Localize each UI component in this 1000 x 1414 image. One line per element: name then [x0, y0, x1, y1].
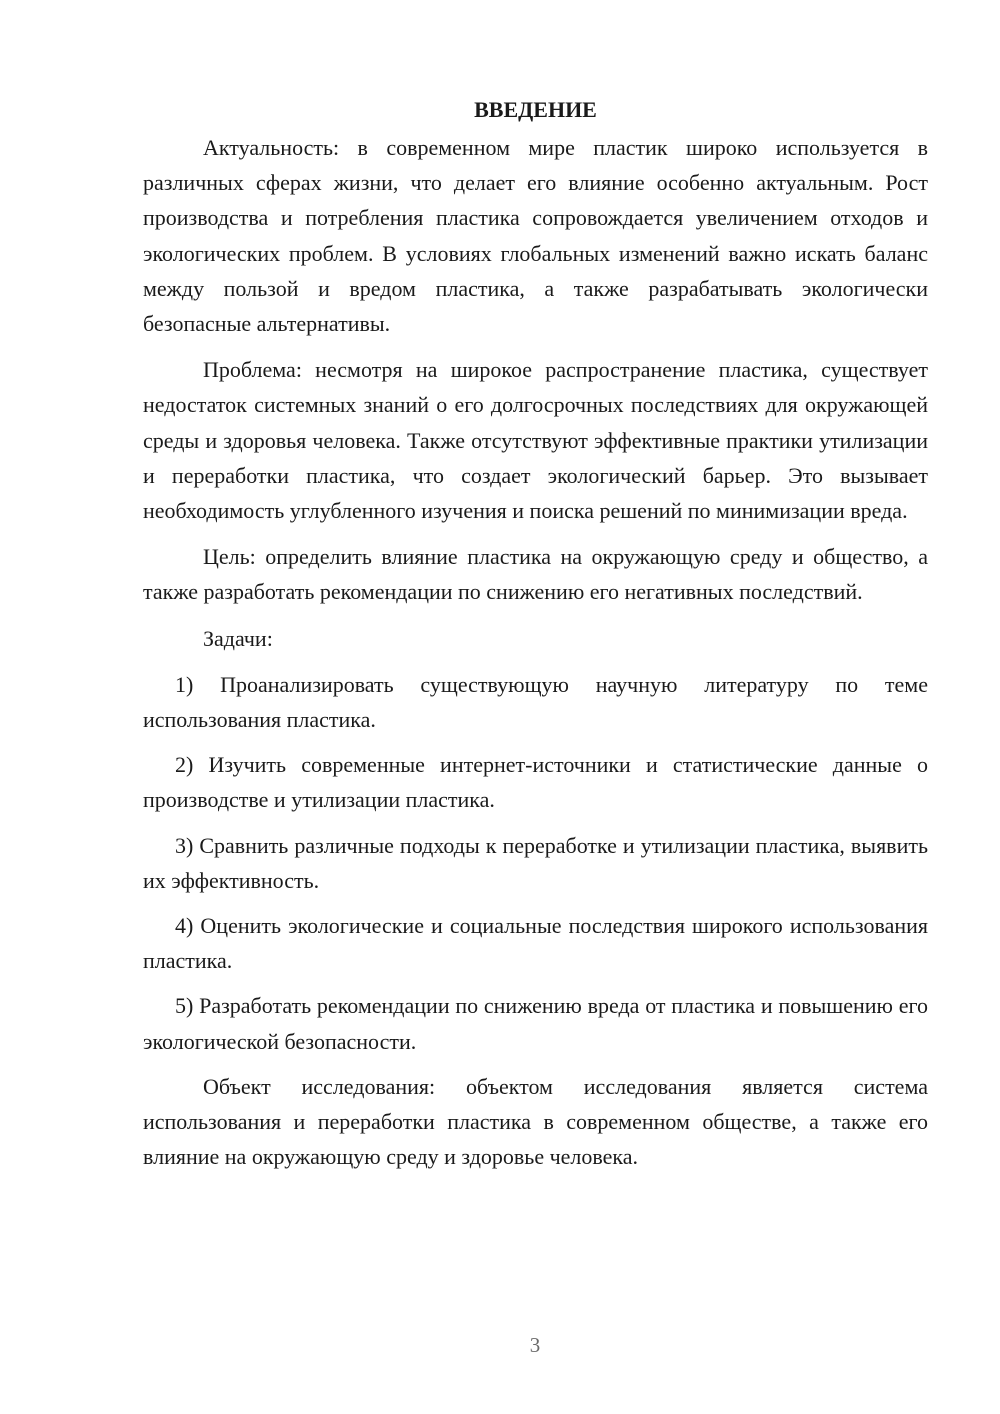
tasks-label: Задачи: [203, 625, 273, 651]
object-paragraph: Объект исследования: объектом исследования является система использования и переработки пластика в современном обществе, а также его влияние на окружающую среду и здоровье человека. [143, 1073, 928, 1170]
task-item: 1) Проанализировать существующую научную литературу по теме использования пластика. [143, 671, 928, 733]
problem-paragraph: Проблема: несмотря на широкое распространение пластика, существует недостаток системных знаний о его долгосрочных последствиях для окружающей среды и здоровья человека. Также отсутствуют эффективные практики утилизации и переработки пластика, что создает экологический барьер. Это вызывает необходимость углубленного изучения и поиска решений по минимизации вреда. [143, 357, 928, 524]
task-item: 5) Разработать рекомендации по снижению вреда от пластика и повышению его экологической безопасности. [143, 993, 928, 1054]
task-item: 4) Оценить экологические и социальные последствия широкого использования пластика. [143, 913, 928, 974]
section-heading: ВВЕДЕНИЕ [474, 97, 597, 122]
document-page [143, 90, 928, 1185]
goal-paragraph: Цель: определить влияние пластика на окружающую среду и общество, а также разработать рекомендации по снижению его негативных последствий. [143, 544, 928, 605]
page-number: 3 [529, 1333, 541, 1357]
relevance-paragraph: Актуальность: в современном мире пластик широко используется в различных сферах жизни, что делает его влияние особенно актуальным. Рост производства и потребления пластика сопровождается увеличением отходов и экологических проблем. В условиях глобальных изменений важно искать баланс между пользой и вредом пластика, а также разрабатывать экологически безопасные альтернативы. [143, 135, 928, 337]
task-item: 3) Сравнить различные подходы к переработке и утилизации пластика, выявить их эффективность. [143, 832, 928, 893]
task-item: 2) Изучить современные интернет-источники и статистические данные о производстве и утилизации пластика. [143, 752, 928, 813]
